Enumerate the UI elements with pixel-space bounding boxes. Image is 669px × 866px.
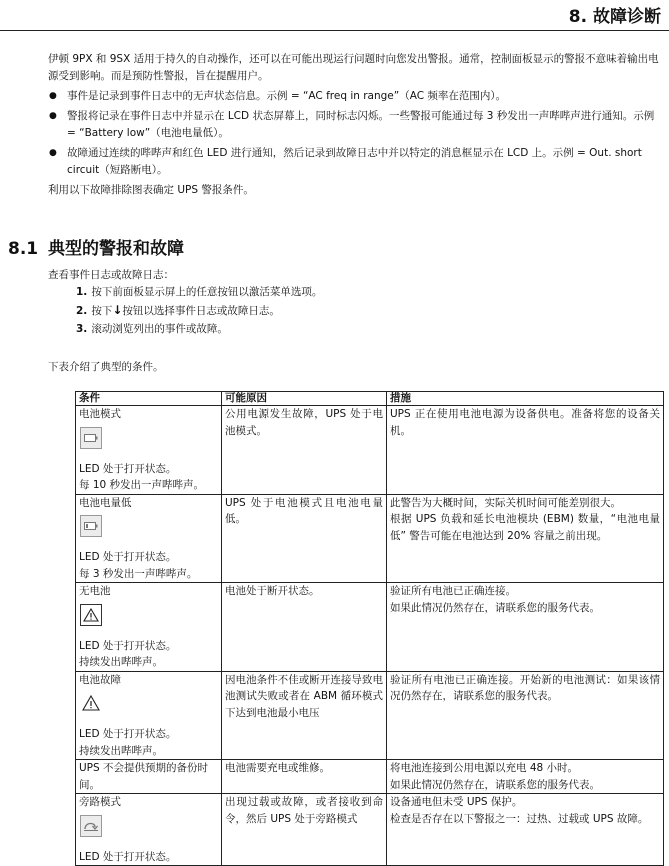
action-text: 如果此情况仍然存在，请联系您的服务代表。: [390, 601, 600, 614]
intro-bullets: [48, 88, 661, 179]
steps-lead: 查看事件日志或故障日志：: [48, 269, 174, 281]
beep-status: 持续发出哔哔声。: [79, 744, 163, 757]
header-rule: [0, 30, 669, 31]
table-row: [76, 760, 664, 794]
action-cell: [387, 406, 664, 495]
step-item: [76, 284, 322, 301]
condition-cell: [76, 671, 222, 760]
action-cell: [387, 583, 664, 672]
table-row: [76, 406, 664, 495]
cause-cell: 因电池条件不佳或断开连接导致电池测试失败或者在 ABM 循环模式下达到电池最小电压: [222, 671, 387, 760]
condition-name: UPS 不会提供预期的备份时间。: [79, 762, 209, 791]
steps-list: [48, 284, 322, 338]
section-heading: [8, 234, 184, 259]
condition-cell: [76, 794, 222, 866]
action-text: 检查是否存在以下警报之一：过热、过载或 UPS 故障。: [390, 812, 649, 825]
action-cell: [387, 494, 664, 583]
bullet-item: ● 警报将记录在事件日志中并显示在 LCD 状态屏幕上，同时标志闪烁。一些警报可能通过每 3 秒发出一声哔哔声进行通知。示例 = “Battery low”（电池电量低）。: [48, 108, 661, 142]
action-text: 此警告为大概时间，实际关机时间可能差别很大。: [390, 496, 621, 509]
led-status: LED 处于打开状态。: [79, 728, 177, 740]
conditions-table: [75, 391, 664, 866]
chapter-title: 8. 故障诊断: [568, 7, 661, 27]
condition-cell: [76, 760, 222, 794]
table-row: [76, 583, 664, 672]
condition-name: 电池故障: [79, 673, 121, 686]
led-status: LED 处于打开状态。: [79, 551, 177, 563]
table-row: [76, 671, 664, 760]
beep-status: 持续发出哔哔声。: [79, 656, 163, 668]
step-text: 按下: [91, 305, 113, 317]
cause-cell: 电池需要充电或维修。: [222, 760, 387, 794]
table-row: [76, 494, 664, 583]
condition-name: 电池电量低: [79, 496, 132, 509]
condition-cell: [76, 494, 222, 583]
action-cell: [387, 760, 664, 794]
condition-name: 旁路模式: [79, 796, 121, 808]
led-status: LED 处于打开状态。: [79, 462, 177, 475]
intro-closing: 利用以下故障排除图表确定 UPS 警报条件。: [48, 184, 254, 196]
down-arrow-icon: ↓: [112, 303, 123, 317]
intro-paragraph: 伊顿 9PX 和 9SX 适用于持久的自动操作，还可以在可能出现运行问题时向您发出警报。通常，控制面板显示的警报不意味着输出电源受到影响。而是预防性警报，旨在提醒用户。: [48, 53, 659, 82]
step-item: [76, 302, 322, 320]
cause-cell: 电池处于断开状态。: [222, 583, 387, 672]
section-title: 典型的警报和故障: [48, 239, 184, 259]
bullet-item: ● 故障通过连续的哔哔声和红色 LED 进行通知，然后记录到故障日志中并以特定的消息框显示在 LCD 上。示例 = Out. short circuit（短路断电）。: [48, 145, 661, 179]
battery-low-icon: [80, 515, 102, 537]
cause-cell: 公用电源发生故障，UPS 处于电池模式。: [222, 406, 387, 495]
table-row: [76, 794, 664, 866]
bypass-icon: [80, 815, 102, 837]
bullet-item: ● 事件是记录到事件日志中的无声状态信息。示例 = “AC freq in range”（AC 频率在范围内）。: [48, 88, 661, 105]
header-action: 措施: [387, 392, 664, 406]
action-text: 验证所有电池已正确连接。: [390, 585, 516, 597]
beep-status: 每 3 秒发出一声哔哔声。: [79, 567, 198, 580]
action-text: 将电池连接到公用电源以充电 48 小时。: [390, 762, 579, 774]
step-number: 3.: [76, 323, 88, 335]
action-text: 根据 UPS 负载和延长电池模块 (EBM) 数量，“电池电量低” 警告可能在电池达到 20% 容量之前出现。: [390, 513, 660, 542]
step-number: 2.: [76, 305, 88, 317]
led-status: LED 处于打开状态。: [79, 639, 177, 652]
cause-cell: 出现过载或故障，或者接收到命令，然后 UPS 处于旁路模式: [222, 794, 387, 866]
section-number: 8.1: [8, 239, 39, 259]
led-status: LED 处于打开状态。: [79, 850, 177, 863]
action-text: 验证所有电池已正确连接。开始新的电池测试：如果该情况仍然存在，请联系您的服务代表。: [390, 673, 660, 702]
action-text: 设备通电但未受 UPS 保护。: [390, 796, 523, 808]
battery-mode-icon: [80, 427, 102, 449]
condition-cell: [76, 583, 222, 672]
step-text: 按下前面板显示屏上的任意按钮以激活菜单选项。: [91, 286, 323, 298]
steps-block: [48, 267, 322, 339]
action-text: UPS 正在使用电池电源为设备供电。准备将您的设备关机。: [390, 408, 660, 437]
step-text-continued: 按钮以选择事件日志或故障日志。: [122, 305, 280, 317]
intro-section: [48, 51, 661, 199]
action-cell: [387, 671, 664, 760]
action-text: 如果此情况仍然存在，请联系您的服务代表。: [390, 778, 600, 791]
step-text: 滚动浏览列出的事件或故障。: [91, 323, 228, 335]
warning-icon: [80, 692, 102, 714]
cause-cell: UPS 处于电池模式且电池电量低。: [222, 494, 387, 583]
action-cell: [387, 794, 664, 866]
header-condition: 条件: [76, 392, 222, 406]
condition-name: 无电池: [79, 585, 111, 597]
step-item: [76, 321, 322, 338]
header-cause: 可能原因: [222, 392, 387, 406]
table-intro: 下表介绍了典型的条件。: [48, 361, 164, 373]
beep-status: 每 10 秒发出一声哔哔声。: [79, 479, 205, 491]
table-header-row: [76, 392, 664, 406]
condition-cell: [76, 406, 222, 495]
warning-framed-icon: [80, 604, 102, 626]
step-number: 1.: [76, 286, 88, 298]
condition-name: 电池模式: [79, 408, 121, 420]
